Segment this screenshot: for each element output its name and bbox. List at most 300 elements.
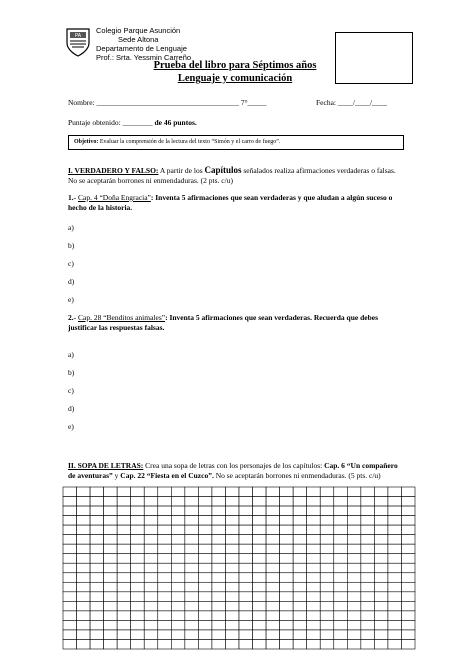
grid-cell[interactable] (212, 573, 226, 583)
grid-cell[interactable] (320, 554, 334, 564)
grid-cell[interactable] (307, 601, 321, 611)
grid-cell[interactable] (198, 601, 212, 611)
grid-cell[interactable] (293, 630, 307, 640)
grid-cell[interactable] (158, 506, 172, 516)
grid-cell[interactable] (320, 630, 334, 640)
grid-cell[interactable] (293, 535, 307, 545)
grid-cell[interactable] (63, 487, 77, 497)
grid-cell[interactable] (239, 639, 253, 649)
grid-cell[interactable] (347, 506, 361, 516)
grid-cell[interactable] (171, 592, 185, 602)
grid-cell[interactable] (171, 611, 185, 621)
grid-cell[interactable] (401, 487, 415, 497)
grid-cell[interactable] (347, 630, 361, 640)
grid-cell[interactable] (144, 573, 158, 583)
grid-cell[interactable] (280, 554, 294, 564)
grid-cell[interactable] (280, 563, 294, 573)
grid-cell[interactable] (90, 487, 104, 497)
grid-cell[interactable] (225, 535, 239, 545)
grid-cell[interactable] (77, 563, 91, 573)
grid-cell[interactable] (77, 620, 91, 630)
grid-cell[interactable] (144, 639, 158, 649)
grid-cell[interactable] (266, 554, 280, 564)
grid-cell[interactable] (307, 525, 321, 535)
grid-cell[interactable] (144, 544, 158, 554)
grid-cell[interactable] (388, 544, 402, 554)
grid-cell[interactable] (334, 554, 348, 564)
grid-cell[interactable] (185, 525, 199, 535)
grid-cell[interactable] (90, 630, 104, 640)
grid-cell[interactable] (307, 554, 321, 564)
grid-cell[interactable] (131, 601, 145, 611)
grid-cell[interactable] (253, 620, 267, 630)
grid-cell[interactable] (374, 573, 388, 583)
grid-cell[interactable] (90, 535, 104, 545)
grid-cell[interactable] (388, 620, 402, 630)
grid-cell[interactable] (131, 573, 145, 583)
grid-cell[interactable] (212, 601, 226, 611)
grid-cell[interactable] (361, 535, 375, 545)
grid-cell[interactable] (212, 506, 226, 516)
grid-cell[interactable] (198, 639, 212, 649)
grid-cell[interactable] (293, 573, 307, 583)
grid-cell[interactable] (239, 554, 253, 564)
grid-cell[interactable] (280, 639, 294, 649)
grid-cell[interactable] (185, 573, 199, 583)
grid-cell[interactable] (117, 601, 131, 611)
grid-cell[interactable] (63, 620, 77, 630)
grid-cell[interactable] (307, 487, 321, 497)
grid-cell[interactable] (158, 544, 172, 554)
grid-cell[interactable] (63, 563, 77, 573)
grid-cell[interactable] (401, 601, 415, 611)
grid-cell[interactable] (171, 544, 185, 554)
grid-cell[interactable] (334, 573, 348, 583)
grid-cell[interactable] (307, 497, 321, 507)
grid-cell[interactable] (144, 506, 158, 516)
grid-cell[interactable] (361, 601, 375, 611)
grid-cell[interactable] (104, 516, 118, 526)
grid-cell[interactable] (104, 544, 118, 554)
grid-cell[interactable] (347, 497, 361, 507)
grid-cell[interactable] (198, 630, 212, 640)
grid-cell[interactable] (361, 506, 375, 516)
grid-cell[interactable] (90, 497, 104, 507)
grid-cell[interactable] (239, 506, 253, 516)
grid-cell[interactable] (266, 630, 280, 640)
grid-cell[interactable] (63, 535, 77, 545)
grid-cell[interactable] (225, 630, 239, 640)
grid-cell[interactable] (361, 563, 375, 573)
grid-cell[interactable] (131, 611, 145, 621)
q2-option-c[interactable]: c) (68, 386, 74, 395)
grid-cell[interactable] (77, 506, 91, 516)
grid-cell[interactable] (253, 611, 267, 621)
grid-cell[interactable] (307, 516, 321, 526)
grid-cell[interactable] (334, 563, 348, 573)
grid-cell[interactable] (131, 630, 145, 640)
grid-cell[interactable] (280, 611, 294, 621)
grid-cell[interactable] (198, 544, 212, 554)
grid-cell[interactable] (90, 582, 104, 592)
grid-cell[interactable] (198, 582, 212, 592)
grid-cell[interactable] (131, 554, 145, 564)
grid-cell[interactable] (253, 516, 267, 526)
grid-cell[interactable] (77, 639, 91, 649)
grid-cell[interactable] (388, 525, 402, 535)
grid-cell[interactable] (117, 620, 131, 630)
grid-cell[interactable] (171, 554, 185, 564)
grid-cell[interactable] (361, 544, 375, 554)
grid-cell[interactable] (171, 535, 185, 545)
grid-cell[interactable] (104, 611, 118, 621)
grid-cell[interactable] (334, 601, 348, 611)
grid-cell[interactable] (63, 544, 77, 554)
grid-cell[interactable] (347, 620, 361, 630)
grid-cell[interactable] (158, 601, 172, 611)
grid-cell[interactable] (347, 516, 361, 526)
grid-cell[interactable] (239, 544, 253, 554)
grid-cell[interactable] (225, 497, 239, 507)
grid-cell[interactable] (104, 525, 118, 535)
grid-cell[interactable] (90, 611, 104, 621)
grid-cell[interactable] (280, 582, 294, 592)
grid-cell[interactable] (320, 563, 334, 573)
grid-cell[interactable] (347, 639, 361, 649)
grid-cell[interactable] (374, 516, 388, 526)
grid-cell[interactable] (320, 544, 334, 554)
grid-cell[interactable] (77, 544, 91, 554)
grid-cell[interactable] (307, 639, 321, 649)
grid-cell[interactable] (131, 487, 145, 497)
grid-cell[interactable] (212, 544, 226, 554)
grid-cell[interactable] (117, 592, 131, 602)
grid-cell[interactable] (198, 573, 212, 583)
grid-cell[interactable] (266, 620, 280, 630)
grid-cell[interactable] (401, 611, 415, 621)
grid-cell[interactable] (266, 563, 280, 573)
grid-cell[interactable] (280, 506, 294, 516)
grid-cell[interactable] (104, 582, 118, 592)
grid-cell[interactable] (334, 611, 348, 621)
grid-cell[interactable] (90, 516, 104, 526)
grid-cell[interactable] (307, 506, 321, 516)
grid-cell[interactable] (347, 601, 361, 611)
grid-cell[interactable] (185, 630, 199, 640)
grid-cell[interactable] (171, 563, 185, 573)
grid-cell[interactable] (347, 487, 361, 497)
grid-cell[interactable] (198, 506, 212, 516)
grid-cell[interactable] (185, 487, 199, 497)
grid-cell[interactable] (131, 544, 145, 554)
grid-cell[interactable] (63, 592, 77, 602)
grid-cell[interactable] (131, 535, 145, 545)
grid-cell[interactable] (293, 563, 307, 573)
grid-cell[interactable] (131, 525, 145, 535)
grid-cell[interactable] (320, 620, 334, 630)
grid-cell[interactable] (401, 516, 415, 526)
grid-cell[interactable] (63, 525, 77, 535)
grid-cell[interactable] (334, 582, 348, 592)
grid-cell[interactable] (158, 611, 172, 621)
grid-cell[interactable] (374, 506, 388, 516)
grid-cell[interactable] (63, 554, 77, 564)
grid-cell[interactable] (361, 573, 375, 583)
grid-cell[interactable] (374, 630, 388, 640)
q1-option-a[interactable]: a) (68, 223, 74, 232)
q2-option-b[interactable]: b) (68, 368, 75, 377)
grid-cell[interactable] (253, 535, 267, 545)
grid-cell[interactable] (144, 497, 158, 507)
grid-cell[interactable] (361, 487, 375, 497)
grid-cell[interactable] (293, 611, 307, 621)
grid-cell[interactable] (293, 554, 307, 564)
grid-cell[interactable] (90, 544, 104, 554)
grid-cell[interactable] (198, 525, 212, 535)
grid-cell[interactable] (185, 639, 199, 649)
grid-cell[interactable] (77, 630, 91, 640)
grid-cell[interactable] (212, 497, 226, 507)
grid-cell[interactable] (253, 487, 267, 497)
grid-cell[interactable] (253, 592, 267, 602)
grid-cell[interactable] (374, 592, 388, 602)
grid-cell[interactable] (307, 630, 321, 640)
grid-cell[interactable] (117, 544, 131, 554)
grid-cell[interactable] (212, 592, 226, 602)
grid-cell[interactable] (307, 582, 321, 592)
grid-cell[interactable] (131, 620, 145, 630)
grid-cell[interactable] (347, 554, 361, 564)
q1-option-b[interactable]: b) (68, 241, 75, 250)
grid-cell[interactable] (212, 611, 226, 621)
grid-cell[interactable] (320, 639, 334, 649)
grid-cell[interactable] (77, 516, 91, 526)
grid-cell[interactable] (239, 611, 253, 621)
grid-cell[interactable] (104, 573, 118, 583)
grid-cell[interactable] (293, 592, 307, 602)
grid-cell[interactable] (225, 611, 239, 621)
grid-cell[interactable] (171, 497, 185, 507)
grid-cell[interactable] (104, 630, 118, 640)
q1-option-c[interactable]: c) (68, 259, 74, 268)
grid-cell[interactable] (347, 611, 361, 621)
grid-cell[interactable] (104, 554, 118, 564)
grid-cell[interactable] (144, 535, 158, 545)
grid-cell[interactable] (63, 497, 77, 507)
grid-cell[interactable] (347, 582, 361, 592)
grid-cell[interactable] (225, 525, 239, 535)
grid-cell[interactable] (212, 487, 226, 497)
grid-cell[interactable] (293, 516, 307, 526)
grid-cell[interactable] (63, 601, 77, 611)
grid-cell[interactable] (266, 639, 280, 649)
grid-cell[interactable] (185, 611, 199, 621)
q1-option-e[interactable]: e) (68, 295, 74, 304)
grid-cell[interactable] (401, 563, 415, 573)
grid-cell[interactable] (361, 620, 375, 630)
grid-cell[interactable] (158, 487, 172, 497)
grid-cell[interactable] (90, 592, 104, 602)
grid-cell[interactable] (225, 639, 239, 649)
grid-cell[interactable] (374, 525, 388, 535)
grid-cell[interactable] (131, 516, 145, 526)
grid-cell[interactable] (158, 563, 172, 573)
grid-cell[interactable] (374, 620, 388, 630)
grid-cell[interactable] (388, 506, 402, 516)
grid-cell[interactable] (144, 592, 158, 602)
grid-cell[interactable] (144, 630, 158, 640)
grid-cell[interactable] (117, 516, 131, 526)
grid-cell[interactable] (212, 639, 226, 649)
grid-cell[interactable] (280, 601, 294, 611)
grid-cell[interactable] (77, 554, 91, 564)
grid-cell[interactable] (266, 487, 280, 497)
grid-cell[interactable] (198, 554, 212, 564)
grid-cell[interactable] (307, 544, 321, 554)
grid-cell[interactable] (225, 620, 239, 630)
grid-cell[interactable] (388, 601, 402, 611)
grid-cell[interactable] (293, 544, 307, 554)
grid-cell[interactable] (401, 544, 415, 554)
grid-cell[interactable] (239, 563, 253, 573)
grid-cell[interactable] (198, 620, 212, 630)
grid-cell[interactable] (198, 563, 212, 573)
grid-cell[interactable] (212, 525, 226, 535)
grid-cell[interactable] (293, 506, 307, 516)
grid-cell[interactable] (253, 506, 267, 516)
grid-cell[interactable] (158, 535, 172, 545)
grid-cell[interactable] (320, 506, 334, 516)
grid-cell[interactable] (212, 630, 226, 640)
grid-cell[interactable] (104, 601, 118, 611)
grid-cell[interactable] (239, 601, 253, 611)
grid-cell[interactable] (401, 630, 415, 640)
grid-cell[interactable] (347, 563, 361, 573)
grid-cell[interactable] (225, 592, 239, 602)
grid-cell[interactable] (347, 544, 361, 554)
grid-cell[interactable] (185, 544, 199, 554)
grid-cell[interactable] (253, 544, 267, 554)
grid-cell[interactable] (334, 592, 348, 602)
grid-cell[interactable] (293, 525, 307, 535)
grid-cell[interactable] (144, 611, 158, 621)
grid-cell[interactable] (347, 525, 361, 535)
grid-cell[interactable] (185, 535, 199, 545)
grid-cell[interactable] (104, 563, 118, 573)
grid-cell[interactable] (253, 525, 267, 535)
grid-cell[interactable] (388, 497, 402, 507)
grid-cell[interactable] (347, 592, 361, 602)
grid-cell[interactable] (307, 611, 321, 621)
grid-cell[interactable] (401, 582, 415, 592)
grid-cell[interactable] (388, 487, 402, 497)
grid-cell[interactable] (144, 620, 158, 630)
q2-option-a[interactable]: a) (68, 350, 74, 359)
grid-cell[interactable] (212, 620, 226, 630)
grid-cell[interactable] (117, 535, 131, 545)
grid-cell[interactable] (212, 554, 226, 564)
grid-cell[interactable] (307, 620, 321, 630)
grid-cell[interactable] (374, 639, 388, 649)
grid-cell[interactable] (361, 630, 375, 640)
grid-cell[interactable] (361, 516, 375, 526)
grid-cell[interactable] (320, 497, 334, 507)
grid-cell[interactable] (212, 516, 226, 526)
grid-cell[interactable] (374, 487, 388, 497)
grid-cell[interactable] (334, 535, 348, 545)
grid-cell[interactable] (388, 592, 402, 602)
grid-cell[interactable] (374, 535, 388, 545)
grid-cell[interactable] (171, 630, 185, 640)
grid-cell[interactable] (131, 592, 145, 602)
grid-cell[interactable] (63, 639, 77, 649)
grid-cell[interactable] (266, 544, 280, 554)
grid-cell[interactable] (307, 573, 321, 583)
grid-cell[interactable] (185, 620, 199, 630)
grid-cell[interactable] (401, 554, 415, 564)
grid-cell[interactable] (185, 554, 199, 564)
grid-cell[interactable] (171, 573, 185, 583)
grid-cell[interactable] (374, 563, 388, 573)
grid-cell[interactable] (117, 573, 131, 583)
grid-cell[interactable] (280, 592, 294, 602)
grid-cell[interactable] (90, 620, 104, 630)
grid-cell[interactable] (131, 563, 145, 573)
grid-cell[interactable] (401, 525, 415, 535)
grid-cell[interactable] (253, 639, 267, 649)
grid-cell[interactable] (185, 601, 199, 611)
grid-cell[interactable] (63, 630, 77, 640)
grid-cell[interactable] (266, 516, 280, 526)
grid-cell[interactable] (388, 611, 402, 621)
grid-cell[interactable] (198, 497, 212, 507)
q2-option-e[interactable]: e) (68, 422, 74, 431)
grid-cell[interactable] (77, 573, 91, 583)
grid-cell[interactable] (293, 582, 307, 592)
grid-cell[interactable] (117, 639, 131, 649)
grid-cell[interactable] (320, 487, 334, 497)
grid-cell[interactable] (212, 563, 226, 573)
word-search-grid[interactable] (62, 486, 416, 650)
grid-cell[interactable] (225, 554, 239, 564)
grid-cell[interactable] (334, 630, 348, 640)
grid-cell[interactable] (144, 516, 158, 526)
grid-cell[interactable] (104, 620, 118, 630)
grid-cell[interactable] (131, 639, 145, 649)
grid-cell[interactable] (171, 525, 185, 535)
grid-cell[interactable] (266, 506, 280, 516)
grid-cell[interactable] (77, 601, 91, 611)
grid-cell[interactable] (158, 639, 172, 649)
grid-cell[interactable] (158, 516, 172, 526)
grid-cell[interactable] (185, 516, 199, 526)
grid-cell[interactable] (320, 525, 334, 535)
grid-cell[interactable] (239, 487, 253, 497)
grid-cell[interactable] (225, 506, 239, 516)
grid-cell[interactable] (388, 573, 402, 583)
grid-cell[interactable] (374, 544, 388, 554)
grid-cell[interactable] (117, 497, 131, 507)
grid-cell[interactable] (361, 639, 375, 649)
grid-cell[interactable] (117, 487, 131, 497)
grid-cell[interactable] (374, 601, 388, 611)
grid-cell[interactable] (388, 630, 402, 640)
grid-cell[interactable] (239, 525, 253, 535)
grid-cell[interactable] (253, 563, 267, 573)
grid-cell[interactable] (171, 506, 185, 516)
grid-cell[interactable] (266, 592, 280, 602)
grid-cell[interactable] (117, 582, 131, 592)
